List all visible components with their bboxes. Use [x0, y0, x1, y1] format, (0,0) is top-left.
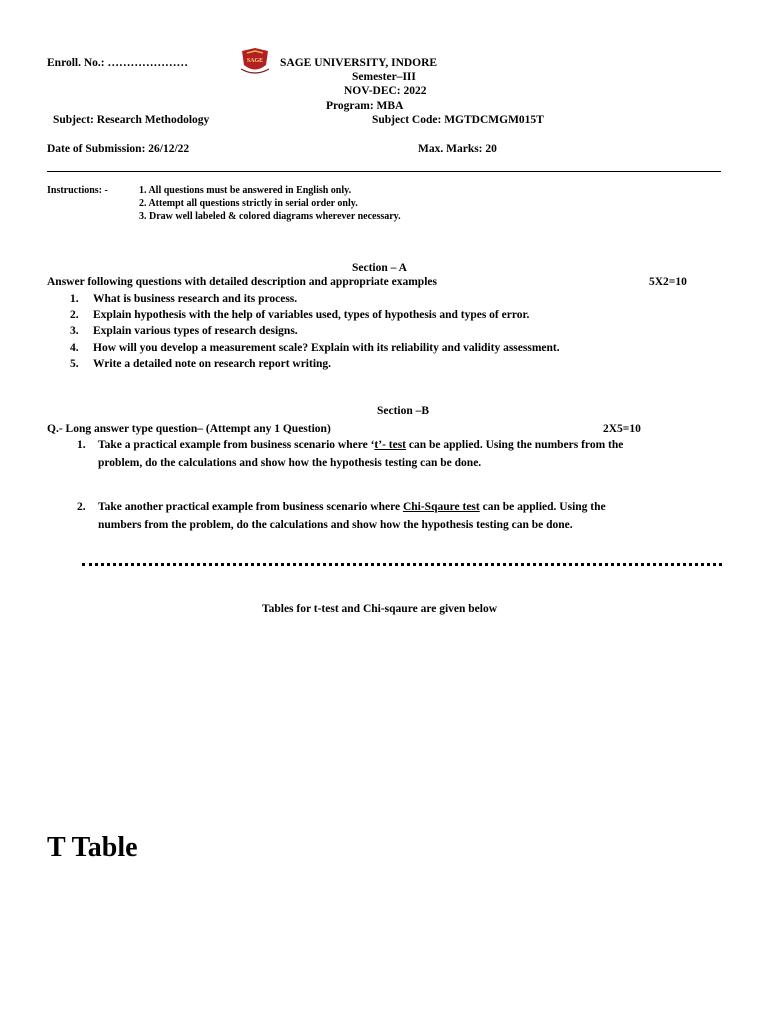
question-number: 4. [70, 342, 79, 354]
question-text-line2: numbers from the problem, do the calculations and show how the hypothesis testing can be done. [98, 519, 573, 531]
t-test-term: t’- test [374, 439, 407, 451]
section-b-prompt: Q.- Long answer type question– (Attempt any 1 Question) [47, 423, 331, 435]
section-a-marks: 5X2=10 [649, 276, 687, 288]
t-table-heading: T Table [47, 832, 138, 863]
question-number: 2. [77, 501, 86, 513]
tables-note: Tables for t-test and Chi-sqaure are given below [262, 603, 498, 615]
instruction-item: 2. Attempt all questions strictly in serial order only. [139, 198, 358, 209]
instructions-label: Instructions: - [47, 185, 108, 196]
section-a-prompt: Answer following questions with detailed description and appropriate examples [47, 276, 437, 288]
question-text: Write a detailed note on research report writing. [93, 358, 332, 370]
exam-session: NOV-DEC: 2022 [344, 85, 427, 97]
university-name: SAGE UNIVERSITY, INDORE [280, 57, 438, 69]
question-number: 1. [70, 293, 79, 305]
university-logo [238, 47, 272, 77]
header-divider [47, 171, 721, 172]
dotted-divider [82, 563, 722, 569]
section-a-title: Section – A [352, 262, 407, 274]
subject: Subject: Research Methodology [53, 114, 210, 126]
program: Program: MBA [326, 100, 404, 112]
instruction-item: 3. Draw well labeled & colored diagrams wherever necessary. [139, 211, 401, 222]
section-b-title: Section –B [377, 405, 430, 417]
instruction-item: 1. All questions must be answered in English only. [139, 185, 352, 196]
question-text-line2: problem, do the calculations and show how the hypothesis testing can be done. [98, 457, 482, 469]
question-text: Explain various types of research designs. [93, 325, 298, 337]
subject-code: Subject Code: MGTDCMGM015T [372, 114, 544, 126]
section-b-marks: 2X5=10 [603, 423, 641, 435]
question-number: 1. [77, 439, 86, 451]
question-text-pre: Take a practical example from business scenario where ‘ [98, 439, 375, 451]
question-text-post: can be applied. Using the numbers from the [406, 439, 624, 451]
question-number: 3. [70, 325, 79, 337]
question-text-post: can be applied. Using the [479, 501, 606, 513]
submission-date: Date of Submission: 26/12/22 [47, 143, 190, 155]
question-number: 5. [70, 358, 79, 370]
question-text: What is business research and its process. [93, 293, 298, 305]
chi-square-term: Chi-Sqaure test [402, 501, 480, 513]
question-number: 2. [70, 309, 79, 321]
question-text-pre: Take another practical example from business scenario where [98, 501, 403, 513]
svg-text:SAGE: SAGE [246, 58, 264, 64]
question-text-line1 [98, 439, 623, 451]
semester: Semester–III [352, 71, 416, 83]
question-text: How will you develop a measurement scale? Explain with its reliability and validity assessment. [93, 342, 560, 354]
max-marks: Max. Marks: 20 [418, 143, 497, 155]
question-text: Explain hypothesis with the help of variables used, types of hypothesis and types of error. [93, 309, 530, 321]
enroll-number: Enroll. No.: ………………… [47, 57, 188, 69]
question-text-line1 [98, 501, 606, 513]
